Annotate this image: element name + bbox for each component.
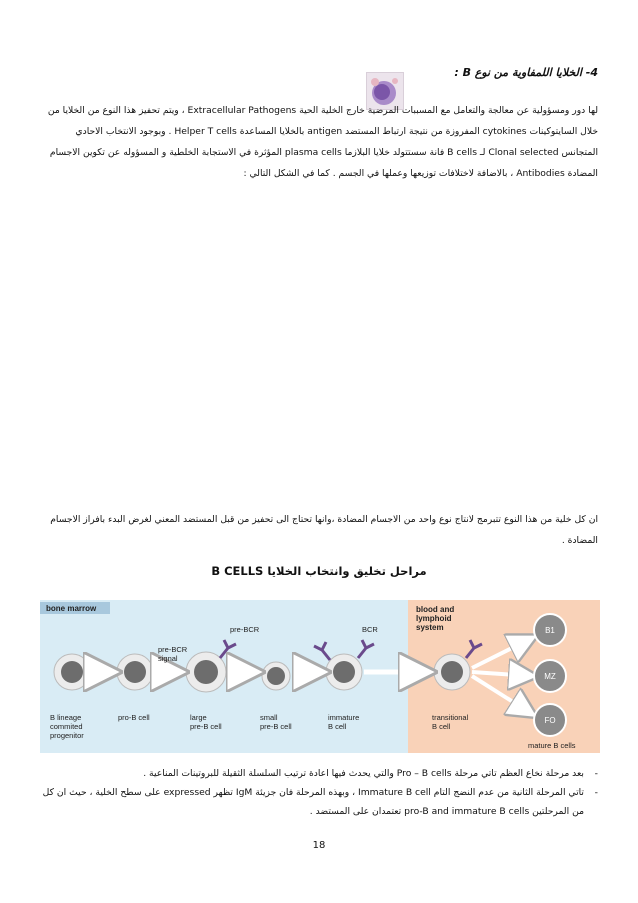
bcr-receptor-label: BCR	[362, 625, 378, 634]
stages-list	[38, 764, 598, 821]
svg-text:B1: B1	[545, 626, 555, 635]
diagram-heading: مراحل تخليق وانتخاب الخلايا B CELLS	[211, 564, 427, 578]
large-pre-b-label: large pre-B cell	[190, 713, 222, 731]
page-number: 18	[312, 840, 326, 851]
progenitor-label: B lineage commited progenitor	[50, 713, 84, 740]
pro-b-cell	[117, 654, 153, 690]
small-pre-b-label: small pre-B cell	[260, 713, 292, 731]
pre-bcr-signal-label: pre-BCR signal	[158, 645, 188, 663]
pro-b-label: pro-B cell	[118, 713, 150, 722]
pre-bcr-receptor-label: pre-BCR	[230, 625, 260, 634]
mature-b-label: mature B cells	[528, 741, 576, 750]
note-paragraph: ان كل خلية من هذا النوع تتبرمج لانتاج نوع واحد من الاجسام المضادة ،وانها تحتاج الى تحفيز من قبل المستضد المعني لغرض البدء بافراز الاجسام المضادة .	[50, 514, 598, 546]
intro-paragraph: لها دور ومسؤولية عن معالجة والتعامل مع المسببات المرضية خارج الخلية الحية Extracellular Pathogens ، ويتم تحفيز هذا النوع من الخلايا من خلال السايتوكينات cytokines المفروزة من نتيجة ارتباط المستضد antigen بالخلايا المساعدة Helper T cells . وبوجود الانتخاب الاحادي المتجانس Clonal selected لـ B cells فانة سستتولد خلايا البلازما plasma cells المؤثرة في الاستجابة الخلطية و المسؤوله عن تكوين الاجسام المضادة Antibodies ، بالاضافة لاختلافات توزيعها وعملها في الجسم . كما في الشكل التالي :	[47, 105, 598, 179]
small-pre-b-cell	[262, 662, 290, 690]
immature-b-label: immature B cell	[328, 713, 360, 731]
list-item: - تاتي المرحلة الثانية من عدم النضج التام Immature B cell ، وبهذه المرحلة فان جزيئة IgM تظهر expressed على سطح الخلية ، حيث ان كل من المرحلتين pro-B and immature B cells تعتمدان على المستضد .	[38, 783, 598, 821]
blood-system-label: blood and lymphoid system	[416, 605, 455, 632]
mature-b1-cell	[534, 614, 566, 646]
svg-text:MZ: MZ	[544, 672, 556, 681]
b-cell-development-diagram	[40, 600, 600, 753]
progenitor-cell	[54, 654, 90, 690]
bone-marrow-label: bone marrow	[46, 604, 97, 613]
section-title: 4- الخلايا اللمفاوية من نوع B :	[454, 66, 598, 79]
transitional-b-label: transitional B cell	[432, 713, 469, 731]
svg-text:FO: FO	[544, 716, 556, 725]
mature-fo-cell	[534, 704, 566, 736]
mature-mz-cell	[534, 660, 566, 692]
list-item: - بعد مرحلة نخاع العظم تاتي مرحلة Pro – B cells والتي يحدث فيها اعادة ترتيب السلسلة الثقيلة للبروتينات المناعية .	[38, 764, 598, 783]
